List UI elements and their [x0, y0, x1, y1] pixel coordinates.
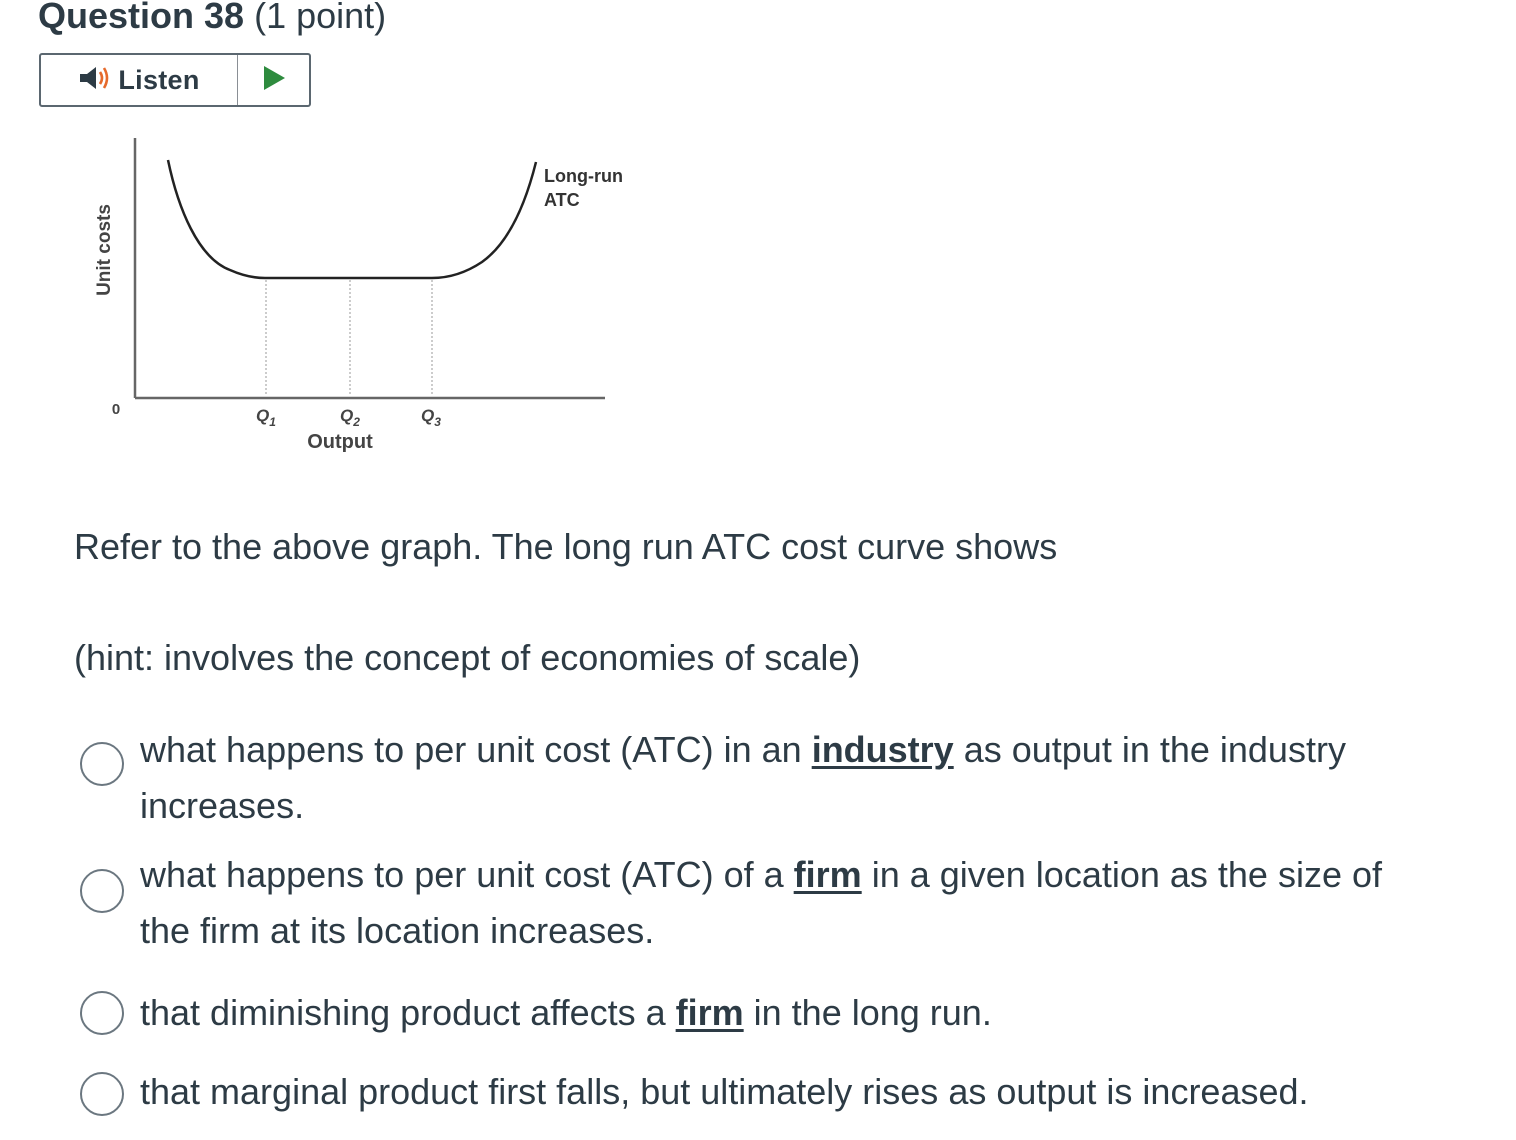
- answer-option-4[interactable]: [80, 1071, 1309, 1116]
- answer-option-3[interactable]: [80, 991, 992, 1035]
- curve-label-line1: Long-run: [544, 166, 623, 186]
- play-button[interactable]: [238, 55, 309, 105]
- radio-button-1[interactable]: [80, 742, 124, 786]
- question-title: Question 38: [38, 0, 245, 36]
- emphasis-firm: firm: [793, 854, 862, 895]
- answer-option-2-text: what happens to per unit cost (ATC) of a firm in a given location as the size of the firm at its location increases.: [140, 854, 1382, 951]
- answer-option-4-text: that marginal product first falls, but ultimately rises as output is increased.: [140, 1071, 1309, 1112]
- radio-button-2[interactable]: [80, 869, 124, 913]
- origin-label: 0: [111, 401, 121, 418]
- answer-option-1-text: what happens to per unit cost (ATC) in an industry as output in the industry increases.: [140, 729, 1346, 826]
- question-header: [38, 0, 386, 38]
- speaker-icon: [78, 64, 112, 97]
- listen-label: Listen: [118, 64, 200, 95]
- radio-button-4[interactable]: [80, 1072, 124, 1116]
- play-icon: [261, 64, 287, 97]
- answer-option-1[interactable]: [80, 729, 1346, 826]
- long-run-atc-graph: [80, 130, 660, 470]
- y-axis-label: Unit costs: [94, 204, 115, 296]
- question-hint: (hint: involves the concept of economies of scale): [74, 637, 861, 678]
- radio-button-3[interactable]: [80, 991, 124, 1035]
- emphasis-firm: firm: [675, 992, 744, 1033]
- x-axis-label: Output: [307, 431, 373, 453]
- listen-button[interactable]: [41, 55, 238, 105]
- q1-label: $Q_1$: [256, 406, 276, 429]
- answer-option-3-text: that diminishing product affects a firm in the long run.: [140, 992, 992, 1033]
- emphasis-industry: industry: [811, 729, 954, 770]
- curve-label-line2: ATC: [544, 190, 580, 210]
- listen-widget: [39, 53, 311, 107]
- q2-label: $Q_2$: [340, 406, 360, 429]
- long-run-atc-curve: [168, 160, 536, 278]
- answer-option-2[interactable]: [80, 854, 1382, 951]
- question-prompt: Refer to the above graph. The long run ATC cost curve shows: [74, 526, 1058, 567]
- question-points: (1 point): [254, 0, 387, 36]
- q3-label: $Q_3$: [421, 406, 441, 429]
